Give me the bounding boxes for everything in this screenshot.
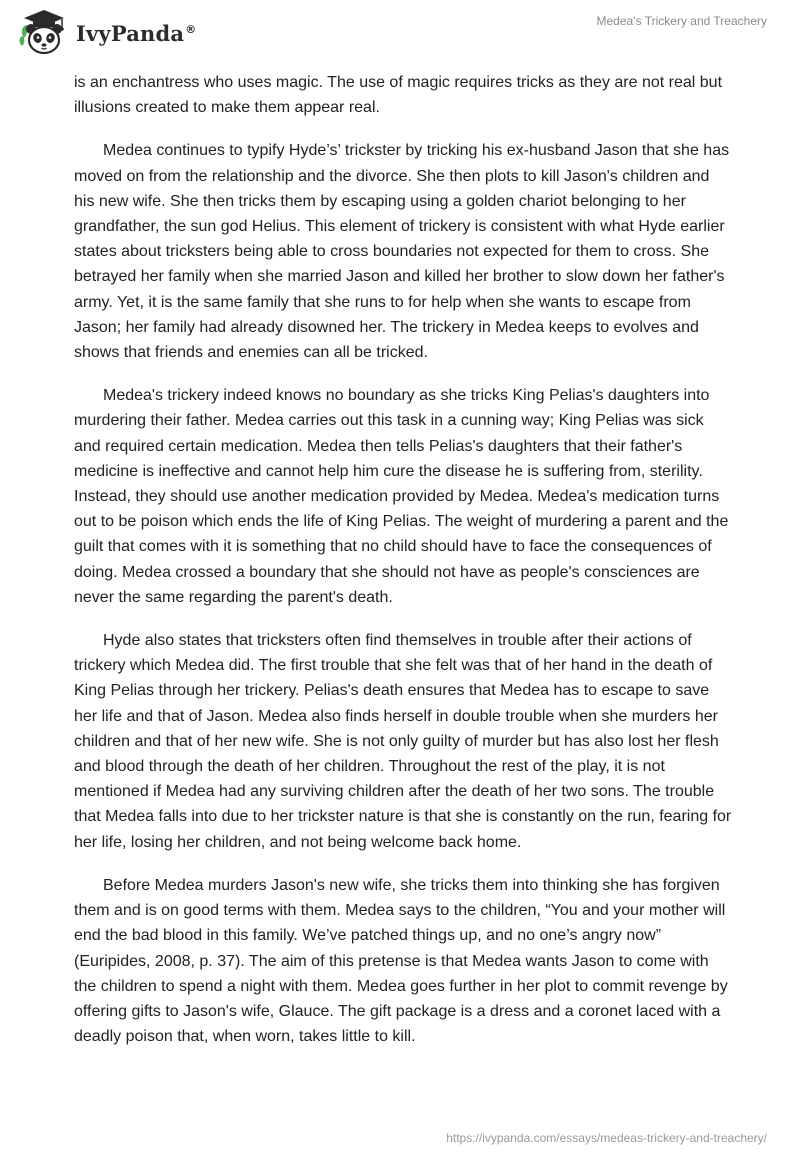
paragraph-continuation: is an enchantress who uses magic. The use of magic requires tricks as they are not real but illusions created to make them appear real.: [74, 74, 723, 117]
source-url-link[interactable]: https://ivypanda.com/essays/medeas-trickery-and-treachery/: [446, 1131, 767, 1145]
essay-body: [74, 70, 734, 1067]
ivypanda-logo[interactable]: [18, 8, 196, 58]
registered-mark: ®: [185, 22, 197, 36]
paragraph: Medea continues to typify Hyde’s’ trickster by tricking his ex-husband Jason that she has moved on from the relationship and the divorce. She then plots to kill Jason's children and his new wife. She then tricks them by escaping using a golden chariot belonging to her grandfather, the sun god Helius. This element of trickery is consistent with what Hyde earlier states about tricksters being able to cross boundaries not expected for them to cross. She betrayed her family when she married Jason and killed her brother to slow down her father's army. Yet, it is the same family that she runs to for help when she wants to escape from Jason; her family had already disowned her. The trickery in Medea keeps to evolves and shows that friends and enemies can all be tricked.: [74, 142, 730, 362]
brand-name: IvyPanda®: [76, 20, 197, 46]
panda-graduate-icon: [18, 8, 70, 58]
paragraph: Medea's trickery indeed knows no boundary as she tricks King Pelias's daughters into murdering their father. Medea carries out this task in a cunning way; King Pelias was sick and required certain medication. Medea then tells Pelias's daughters that their father's medicine is ineffective and cannot help him cure the disease he is suffering from, sterility. Instead, they should use another medication provided by Medea. Medea's medication turns out to be poison which ends the life of King Pelias. The weight of murdering a parent and the guilt that comes with it is something that no child should have to face the consequences of doing. Medea crossed a boundary that she should not have as people's consciences are never the same regarding the parent's death.: [74, 387, 729, 606]
page-header: [0, 0, 800, 62]
document-title: Medea’s Trickery and Treachery: [596, 14, 767, 28]
paragraph: Hyde also states that tricksters often find themselves in trouble after their actions of trickery which Medea did. The first trouble that she felt was that of her hand in the death of King Pelias through her trickery. Pelias's death ensures that Medea has to escape to save her life and that of Jason. Medea also finds herself in double trouble when she murders her children and that of her new wife. She is not only guilty of murder but has also lost her flesh and blood through the death of her children. Throughout the rest of the play, it is not mentioned if Medea had any surviving children after the death of her two sons. The trouble that Medea falls into due to her trickster nature is that she is constantly on the run, fearing for her life, losing her children, and not being welcome back home.: [74, 632, 732, 851]
paragraph: Before Medea murders Jason's new wife, she tricks them into thinking she has forgiven them and is on good terms with them. Medea says to the children, “You and your mother will end the bad blood in this family. We’ve patched things up, and no one’s angry now” (Euripides, 2008, p. 37). The aim of this pretense is that Medea wants Jason to come with the children to spend a night with them. Medea goes further in her plot to commit revenge by offering gifts to Jason's wife, Glauce. The gift package is a dress and a coronet laced with a deadly poison that, when worn, takes little to kill.: [74, 876, 728, 1046]
